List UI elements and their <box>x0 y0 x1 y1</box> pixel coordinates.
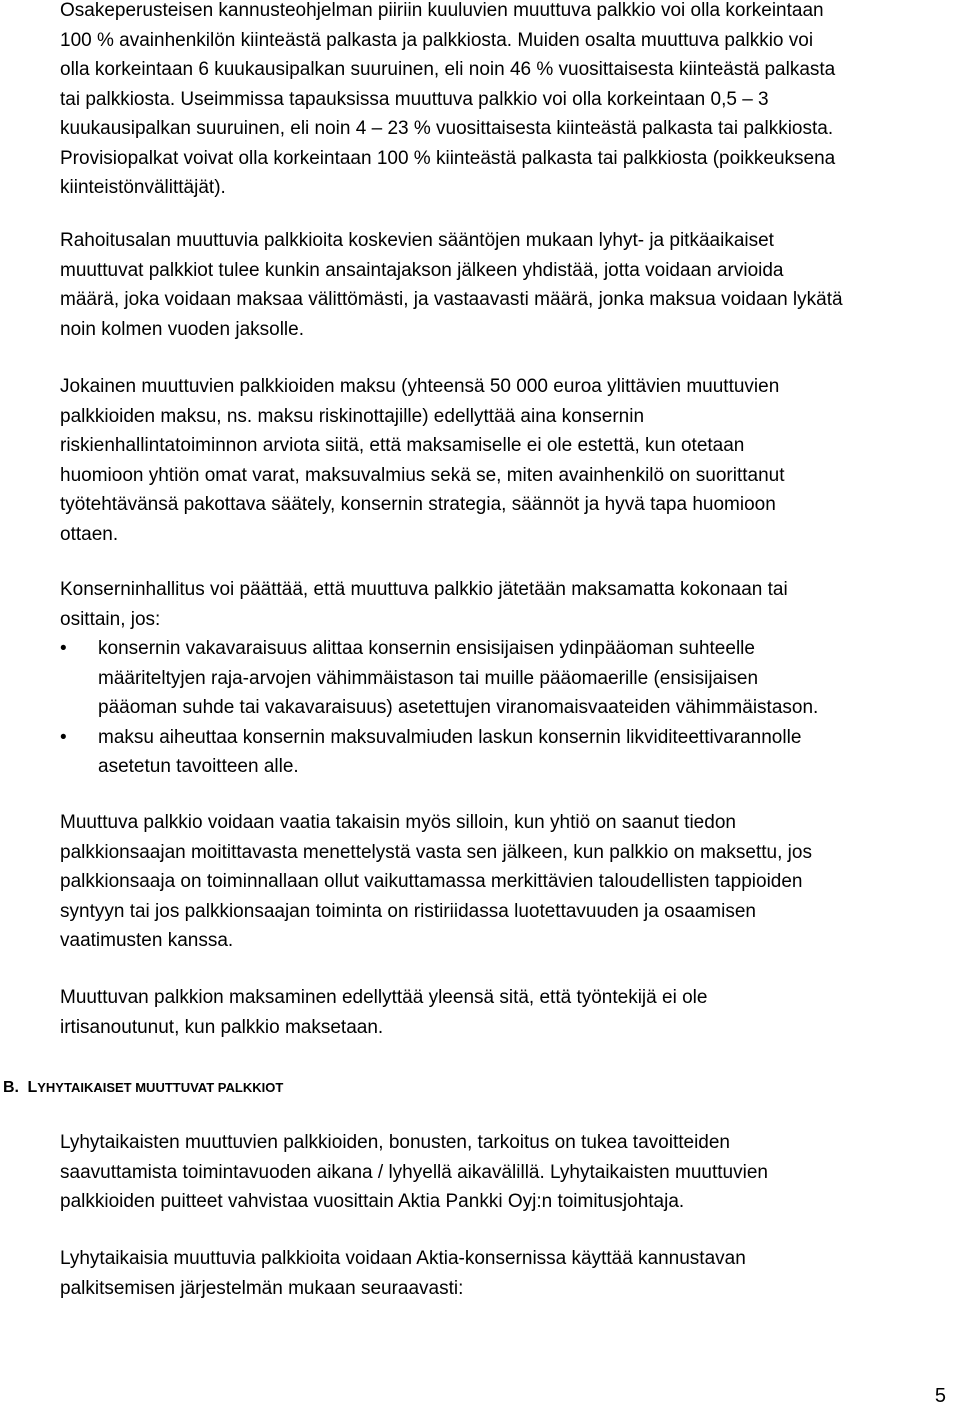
text-line: olla korkeintaan 6 kuukausipalkan suuruinen, eli noin 46 % vuosittaisesta kiinteästä palkasta <box>60 59 836 80</box>
text-line: Provisiopalkat voivat olla korkeintaan 100 % kiinteästä palkasta tai palkkiosta (poikkeuksena <box>60 147 836 169</box>
text-line: Rahoitusalan muuttuvia palkkioita koskevien sääntöjen mukaan lyhyt- ja pitkäaikaiset <box>60 230 774 251</box>
page-number: 5 <box>934 1385 946 1407</box>
text-line: palkkionsaajan moitittavasta menettelystä vasta sen jälkeen, kun palkkio on maksettu, jos <box>60 841 812 863</box>
text-line: 100 % avainhenkilön kiinteästä palkasta ja palkkiosta. Muiden osalta muuttuva palkkio voi <box>60 29 814 51</box>
text-line: riskienhallintatoiminnon arviota siitä, että maksamiselle ei ole estettä, kun otetaan <box>60 435 745 456</box>
text-line: Muuttuvan palkkion maksaminen edellyttää yleensä sitä, että työntekijä ei ole <box>60 987 708 1008</box>
bullet-icon: • <box>60 638 67 659</box>
text-line: Muuttuva palkkio voidaan vaatia takaisin myös silloin, kun yhtiö on saanut tiedon <box>60 812 736 833</box>
text-line: työtehtävänsä pakottava säätely, konsernin strategia, säännöt ja hyvä tapa huomioon <box>60 494 776 515</box>
paragraph-clawback <box>60 808 940 956</box>
conditions-list <box>60 634 940 782</box>
text-line: maksu aiheuttaa konsernin maksuvalmiuden laskun konsernin likviditeettivarannolle <box>98 726 802 748</box>
text-line: osittain, jos: <box>60 608 161 630</box>
text-line: huomioon yhtiön omat varat, maksuvalmius sekä se, miten avainhenkilö on suorittanut <box>60 464 785 486</box>
text-line: Lyhytaikaisia muuttuvia palkkioita voidaan Aktia-konsernissa käyttää kannustavan <box>60 1248 746 1269</box>
section-heading-rest: YHYTAIKAISET MUUTTUVAT PALKKIOT <box>37 1080 284 1095</box>
text-line: palkkioiden puitteet vahvistaa vuosittain Aktia Pankki Oyj:n toimitusjohtaja. <box>60 1191 685 1212</box>
text-line: pääoman suhde tai vakavaraisuus) asetettujen viranomaisvaateiden vähimmäistason. <box>98 697 819 718</box>
section-heading-prefix: B. <box>3 1079 19 1096</box>
text-line: noin kolmen vuoden jaksolle. <box>60 318 304 340</box>
text-line: kiinteistönvälittäjät). <box>60 177 226 198</box>
paragraph-short-term-purpose <box>60 1128 940 1217</box>
paragraph-deferral-rules <box>60 226 940 344</box>
text-line: tai palkkiosta. Useimmissa tapauksissa muuttuva palkkio voi olla korkeintaan 0,5 – 3 <box>60 88 769 110</box>
paragraph-employment-condition <box>60 983 940 1042</box>
section-heading-first-letter: L <box>27 1079 38 1096</box>
text-line: muuttuvat palkkiot tulee kunkin ansaintajakson jälkeen yhdistää, jotta voidaan arvioida <box>60 259 784 281</box>
text-line: Jokainen muuttuvien palkkioiden maksu (yhteensä 50 000 euroa ylittävien muuttuvien <box>60 376 780 397</box>
text-line: määrä, joka voidaan maksaa välittömästi, ja vastaavasti määrä, jonka maksua voidaan lykätä <box>60 289 843 310</box>
text-line: palkitsemisen järjestelmän mukaan seuraavasti: <box>60 1277 464 1299</box>
text-line: saavuttamista toimintavuoden aikana / lyhyellä aikavälillä. Lyhytaikaisten muuttuvien <box>60 1161 768 1183</box>
text-line: Osakeperusteisen kannusteohjelman piiriin kuuluvien muuttuva palkkio voi olla korkeintaan <box>60 0 824 21</box>
list-item <box>60 634 940 723</box>
text-line: palkkioiden maksu, ns. maksu riskinottajille) edellyttää aina konsernin <box>60 405 645 427</box>
section-heading <box>3 1077 283 1099</box>
text-line: Konserninhallitus voi päättää, että muuttuva palkkio jätetään maksamatta kokonaan tai <box>60 579 788 600</box>
list-item <box>60 723 940 782</box>
bullet-icon: • <box>60 726 67 748</box>
text-line: asetetun tavoitteen alle. <box>98 756 299 777</box>
text-line: syntyyn tai jos palkkionsaajan toiminta on ristiriidassa luotettavuuden ja osaamisen <box>60 900 756 922</box>
text-line: Lyhytaikaisten muuttuvien palkkioiden, bonusten, tarkoitus on tukea tavoitteiden <box>60 1132 730 1153</box>
paragraph-short-term-usage <box>60 1244 940 1303</box>
paragraph-variable-pay-limits <box>60 0 940 203</box>
text-line: kuukausipalkan suuruinen, eli noin 4 – 23 % vuosittaisesta kiinteästä palkasta tai palkkiosta. <box>60 118 834 139</box>
text-line: irtisanoutunut, kun palkkio maksetaan. <box>60 1016 384 1038</box>
text-line: vaatimusten kanssa. <box>60 930 234 951</box>
text-line: konsernin vakavaraisuus alittaa konsernin ensisijaisen ydinpääoman suhteelle <box>98 638 755 659</box>
text-line: ottaen. <box>60 523 119 545</box>
text-line: määriteltyjen raja-arvojen vähimmäistason tai muille pääomaerille (ensisijaisen <box>98 667 759 689</box>
paragraph-risk-assessment <box>60 372 940 549</box>
text-line: palkkionsaaja on toiminnallaan ollut vaikuttamassa merkittävien taloudellisten tappioiden <box>60 871 803 892</box>
paragraph-board-decision <box>60 575 940 634</box>
